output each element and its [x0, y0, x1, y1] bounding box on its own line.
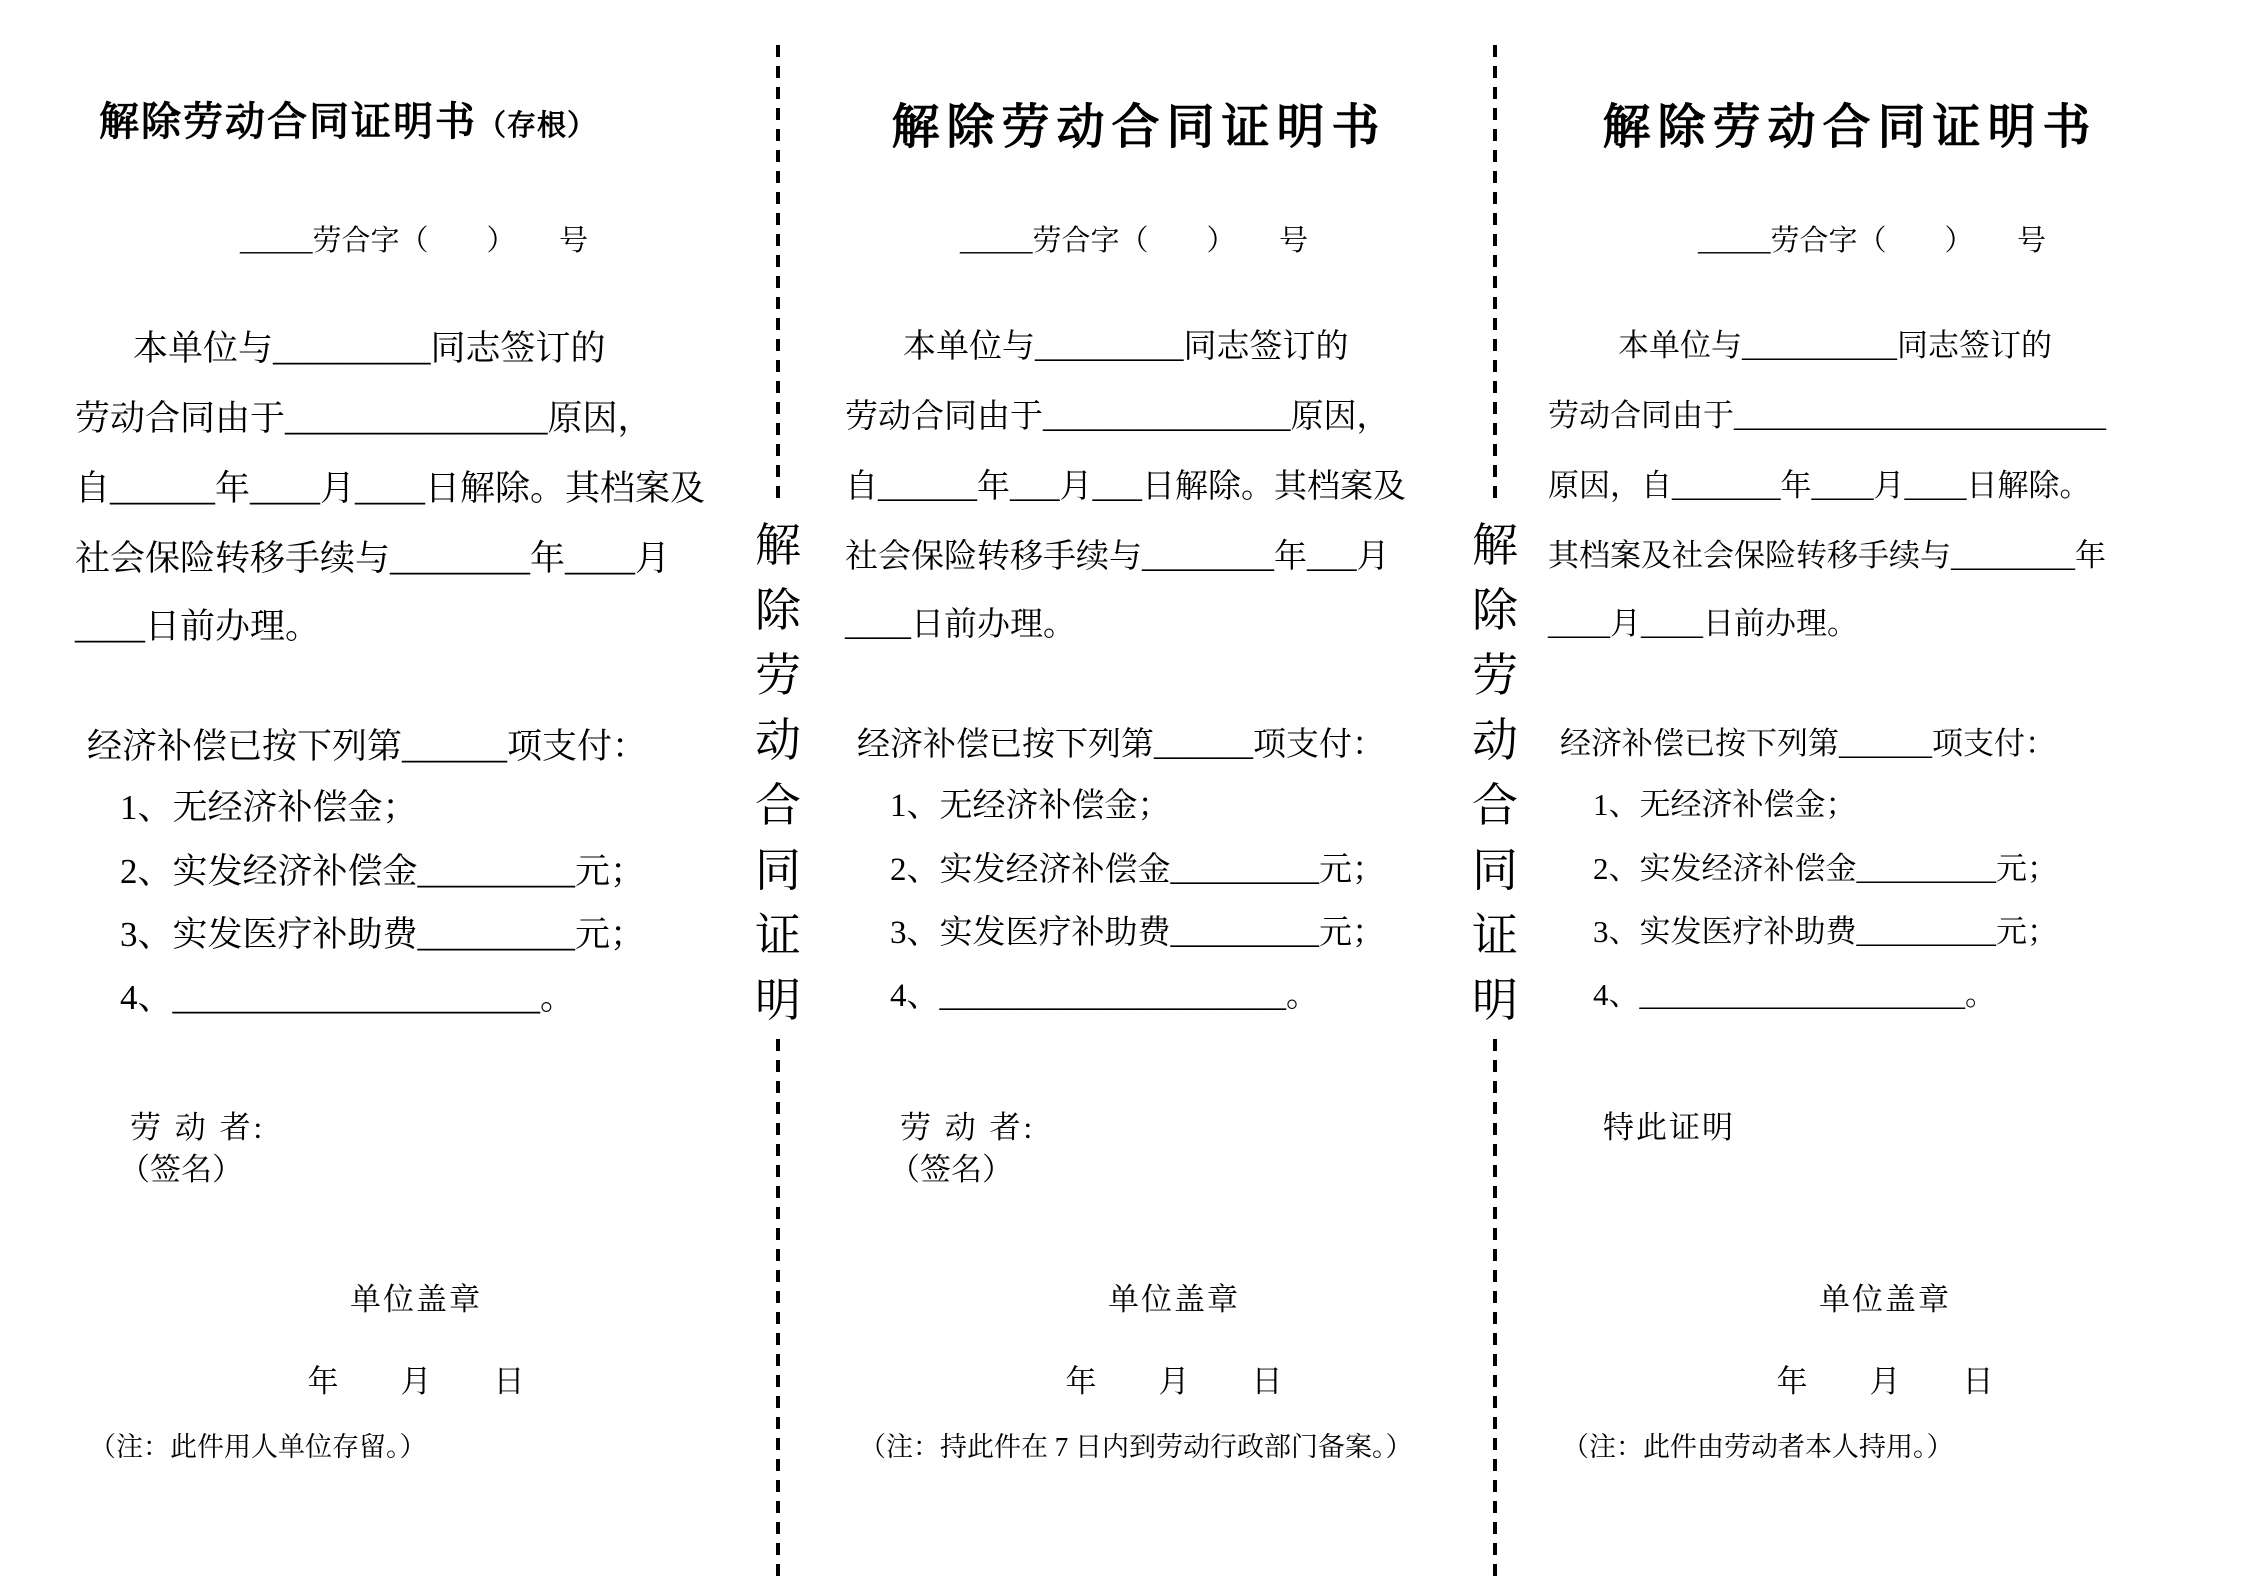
body-line: 自______年___月___日解除。其档案及 [845, 469, 1406, 505]
signature-label: （签名） [889, 1152, 1013, 1187]
divider-vertical-text: 解除劳动合同证明 [1472, 520, 1518, 1026]
title-text: 解除劳动合同证明书 [1602, 101, 2098, 154]
body-line: 劳动合同由于_______________原因， [75, 399, 653, 438]
compensation-heading: 经济补偿已按下列第______项支付： [857, 727, 1385, 763]
compensation-item: 2、实发经济补偿金_________元； [120, 852, 646, 891]
certificate-panel-worker-copy [1548, 0, 2152, 1587]
body-line: 劳动合同由于________________________ [1548, 398, 2106, 433]
compensation-item: 1、无经济补偿金； [1593, 787, 1857, 822]
page-title [1548, 96, 2152, 159]
page-title [75, 96, 757, 149]
body-line: 本单位与__________同志签订的 [1618, 328, 2052, 363]
footnote: （注：此件由劳动者本人持用。） [1562, 1432, 1954, 1462]
compensation-item: 3、实发医疗补助费_________元； [890, 915, 1385, 951]
compensation-item: 4、_____________________。 [120, 978, 576, 1017]
body-line: 社会保险转移手续与________年____月 [75, 539, 671, 578]
dashed-line-segment [1493, 45, 1497, 507]
fold-divider [746, 45, 810, 1580]
unit-seal-label: 单位盖章 [350, 1282, 482, 1317]
title-text: 解除劳动合同证明书 [99, 99, 477, 144]
certify-statement: 特此证明 [1603, 1110, 1735, 1145]
body-line: ____日前办理。 [75, 607, 321, 646]
worker-label: 劳 动 者: [900, 1110, 1036, 1145]
worker-label: 劳 动 者: [130, 1110, 266, 1145]
compensation-heading: 经济补偿已按下列第______项支付： [87, 727, 648, 766]
compensation-item: 4、_____________________。 [1593, 977, 1996, 1012]
body-line: 劳动合同由于_______________原因， [845, 399, 1390, 435]
compensation-item: 2、实发经济补偿金_________元； [890, 852, 1385, 888]
body-line: 本单位与_________同志签订的 [903, 329, 1349, 365]
signature-label: （签名） [119, 1152, 243, 1187]
certificate-panel-filing [845, 0, 1433, 1587]
body-line: 自______年____月____日解除。其档案及 [75, 469, 706, 508]
body-line: 其档案及社会保险转移手续与________年 [1548, 538, 2106, 573]
reference-number-line: _____劳合字（ ） 号 [960, 225, 1309, 257]
fold-divider [1463, 45, 1527, 1580]
compensation-item: 1、无经济补偿金； [120, 788, 418, 827]
body-line: ____月____日前办理。 [1548, 606, 1858, 641]
compensation-item: 4、_____________________。 [890, 978, 1319, 1014]
body-line: 社会保险转移手续与________年___月 [845, 539, 1390, 575]
divider-vertical-text: 解除劳动合同证明 [755, 520, 801, 1026]
reference-number-line: _____劳合字（ ） 号 [1698, 225, 2047, 257]
page-title [845, 96, 1433, 159]
unit-seal-label: 单位盖章 [1108, 1282, 1240, 1317]
dashed-line-segment [776, 45, 780, 507]
date-line: 年 月 日 [1065, 1364, 1283, 1399]
compensation-heading: 经济补偿已按下列第______项支付： [1560, 726, 2056, 761]
compensation-item: 1、无经济补偿金； [890, 788, 1171, 824]
footnote: （注：持此件在 7 日内到劳动行政部门备案。） [859, 1432, 1413, 1462]
unit-seal-label: 单位盖章 [1819, 1282, 1951, 1317]
compensation-item: 3、实发医疗补助费_________元； [1593, 914, 2058, 949]
body-line: 本单位与_________同志签订的 [133, 329, 606, 368]
date-line: 年 月 日 [1776, 1364, 1994, 1399]
title-text: 解除劳动合同证明书 [891, 101, 1387, 154]
date-line: 年 月 日 [307, 1364, 525, 1399]
body-line: ____日前办理。 [845, 607, 1076, 643]
compensation-item: 3、实发医疗补助费_________元； [120, 915, 646, 954]
footnote: （注：此件用人单位存留。） [89, 1432, 427, 1462]
compensation-item: 2、实发经济补偿金_________元； [1593, 851, 2058, 886]
reference-number-line: _____劳合字（ ） 号 [240, 225, 589, 257]
certificate-panel-stub [75, 0, 757, 1587]
dashed-line-segment [1493, 1039, 1497, 1580]
dashed-line-segment [776, 1039, 780, 1580]
title-suffix: （存根） [477, 110, 598, 142]
body-line: 原因，自_______年____月____日解除。 [1548, 468, 2091, 503]
